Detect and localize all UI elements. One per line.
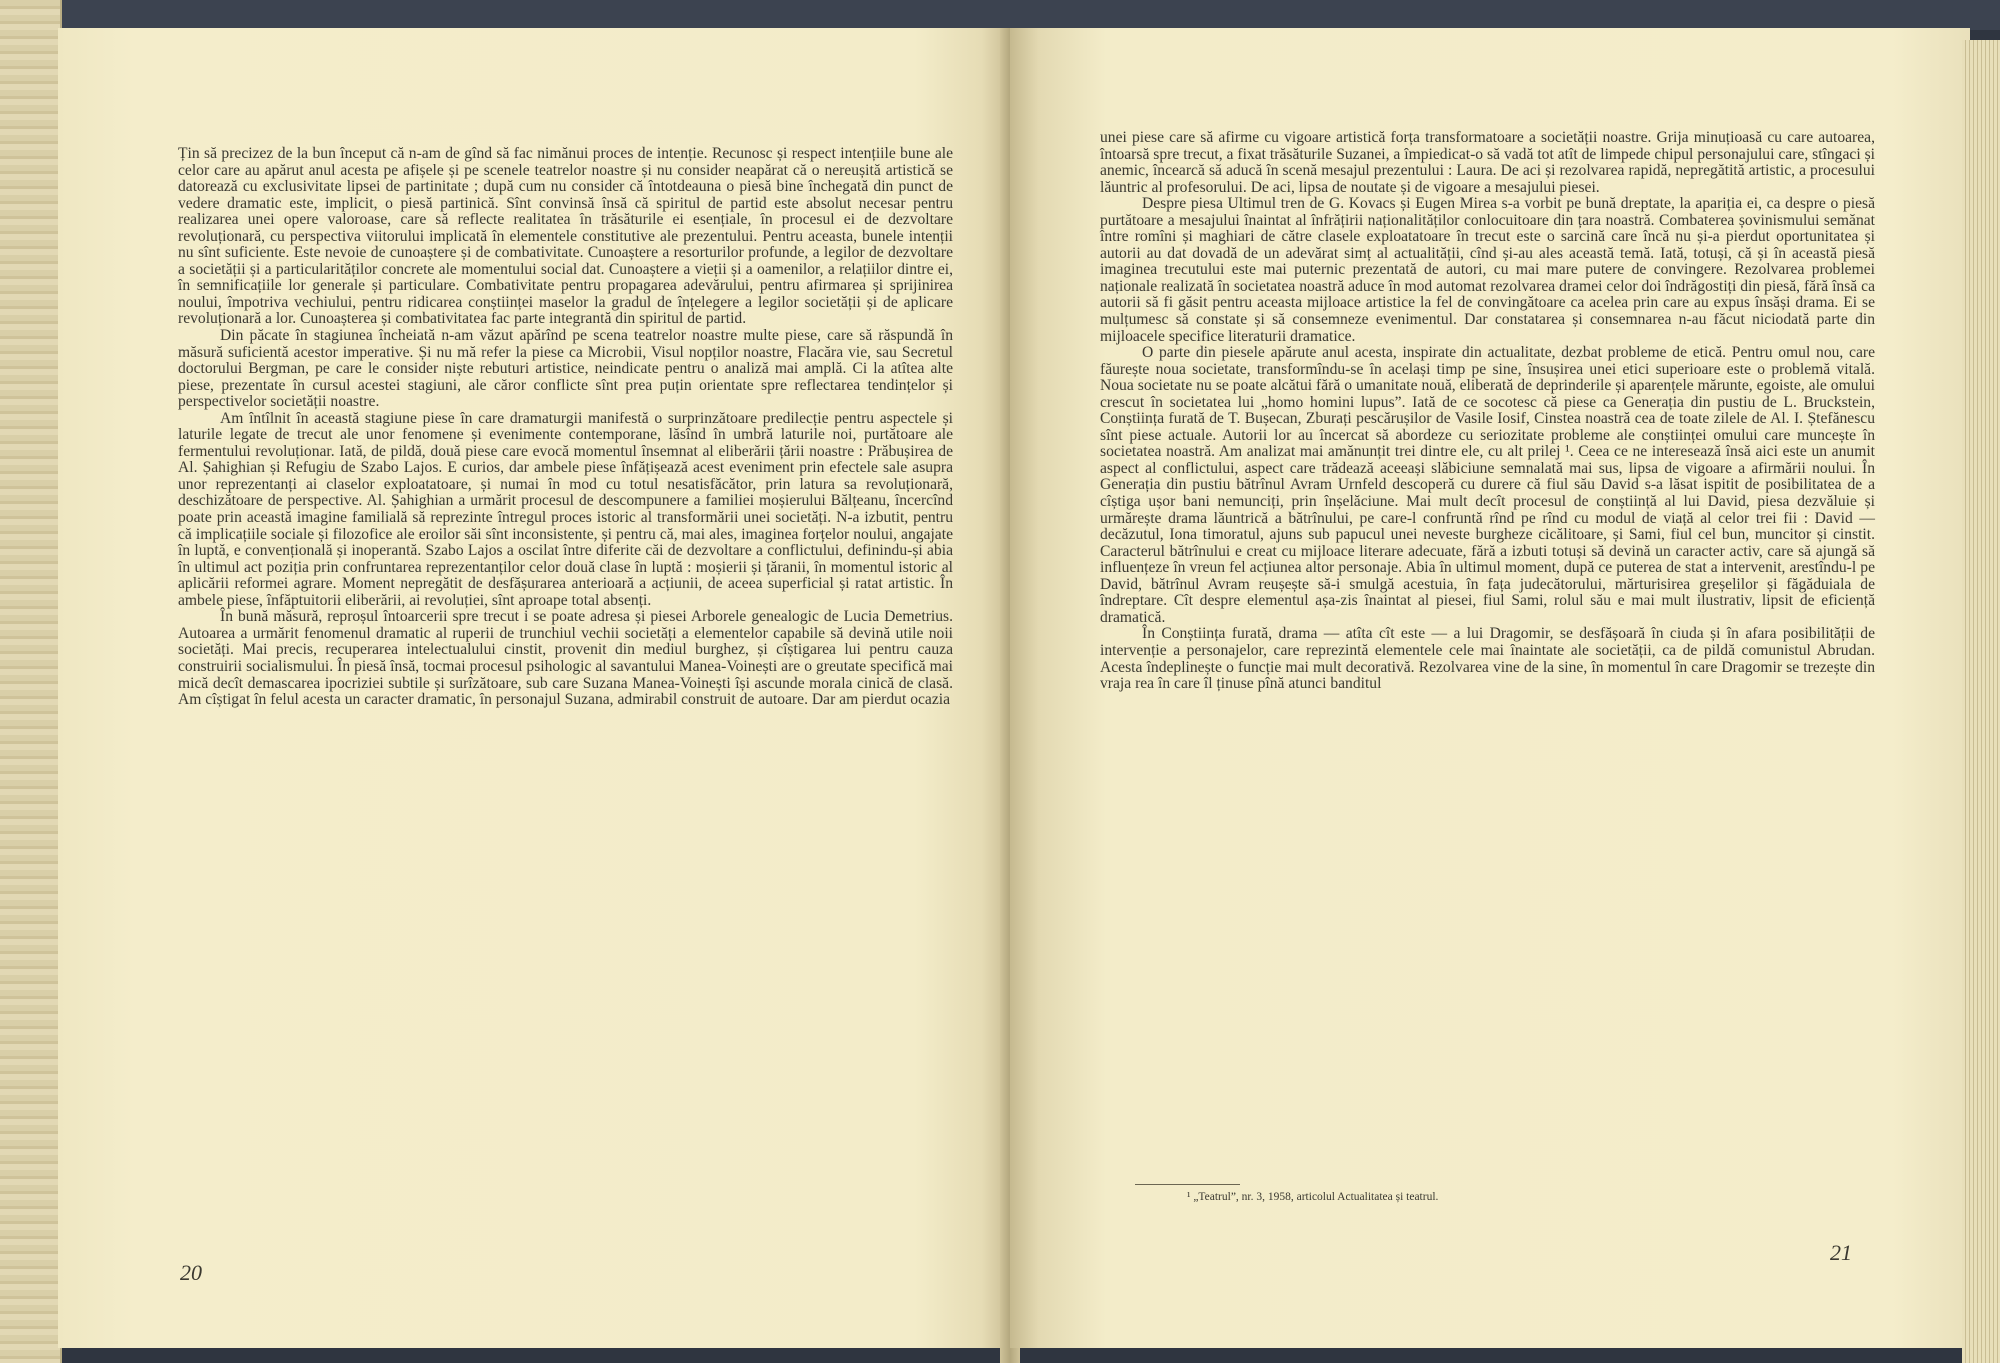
paragraph: O parte din piesele apărute anul acesta, inspirate din actualitate, dezbat probleme de etică. Pentru omul nou, care făurește noua societate, transformîndu-se în același timp pe sine, însușirea unei etici superioare este o problemă vitală. Noua societate nu se poate alcătui fără o umanitate nouă, eliberată de deprinderile și aparențele mărunte, egoiste, ale omului crescut în societatea lui „homo homini lupus”. Iată de ce socotesc că piese ca Generația din pustiu de L. Bruckstein, Conștiința furată de T. Bușecan, Zburați pescărușilor de Vasile Iosif, Cinstea noastră cea de toate zilele de Al. I. Ștefănescu sînt piese actuale. Autorii lor au încercat să abordeze cu seriozitate probleme ale conștiinței omului care muncește în societatea noastră. Am analizat mai amănunțit trei dintre ele, cu alt prilej ¹. Ceea ce ne interesează însă aici este un anumit aspect al conflictului, aspect care trădează aceeași slăbiciune semnalată mai sus, lipsa de vigoare a afirmării noului. În Generația din pustiu bătrînul Avram Urnfeld descoperă cu durere că fiul său David s-a lăsat ispitit de posibilitatea de a cîștiga ușor bani nemunciți, prin înșelăciune. Mai mult decît procesul de conștiință al lui David, piesa dezvăluie și urmărește drama lăuntrică a bătrînului, pe care-l confruntă rînd pe rînd cu modul de viață al celor trei fii : David — decăzutul, Iona timoratul, ajuns sub papucul unei neveste burgheze cicălitoare, și Sami, fiul cel bun, muncitor și cinstit. Caracterul bătrînului e creat cu mijloace literare adecuate, fără a izbuti totuși să devină un caracter activ, care să ajungă să influențeze în vreun fel acțiunea altor personaje. Abia în ultimul moment, după ce puterea de stat a intervenit, arestîndu-l pe David, bătrînul Avram reușește să-i smulgă acestuia, în fața judecătorului, mărturisirea greșelilor și făgăduiala de îndreptare. Cît despre elementul așa-zis înaintat al piesei, fiul Sami, rolul său e mai mult ilustrativ, lipsit de eficiență dramatică.	[1100, 344, 1875, 626]
footnote-rule	[1135, 1184, 1240, 1185]
book-page-edges-right	[1962, 40, 2000, 1363]
paragraph: În Conștiința furată, drama — atîta cît este — a lui Dragomir, se desfășoară în ciuda și în afara posibilității de intervenție a personajelor, care reprezintă elementele cele mai înaintate ale societății, ca de pildă comunistul Abrudan. Acesta îndeplinește o funcție mai mult decorativă. Rezolvarea vine de la sine, în momentul în care Dragomir se trezește din vraja rea în care îl ținuse pînă atunci banditul	[1100, 625, 1875, 693]
left-page	[58, 28, 1010, 1348]
page-number-left: 20	[180, 1260, 202, 1285]
paragraph: Din păcate în stagiunea încheiată n-am văzut apărînd pe scena teatrelor noastre multe piese, care să răspundă în măsură suficientă acestor imperative. Și nu mă refer la piese ca Microbii, Visul nopților noastre, Flacăra vie, sau Secretul doctorului Bergman, pe care le consider niște rebuturi artistice, neindicate pentru o analiză mai amplă. Ci la atîtea alte piese, prezentate în cursul acestei stagiuni, ale căror conflicte sînt prea puțin orientate spre reflectarea tendințelor și perspectivelor societății noastre.	[178, 327, 953, 411]
book-cover-top	[60, 0, 2000, 30]
paragraph: Despre piesa Ultimul tren de G. Kovacs și Eugen Mirea s-a vorbit pe bună dreptate, la apariția ei, ca despre o piesă purtătoare a mesajului înaintat al înfrățirii naționalităților conlocuitoare din țara noastră. Combaterea șovinismului semănat între romîni și maghiari de către clasele exploatatoare în trecut este o sarcină care încă nu și-a pierdut oportunitatea și autorii au dat dovadă de un adevărat simț al actualității, cînd și-au ales această temă. Iată, totuși, că și în această piesă imaginea trecutului este mai puternic prezentată de autori, cu mai mare putere de convingere. Rezolvarea problemei naționale realizată în societatea noastră aduce în mod automat rezolvarea dramei celor doi îndrăgostiți din piesă, fără însă ca autorii să fi găsit pentru aceasta mijloace artistice la fel de convingătoare ca acelea prin care au expus însăși drama. Ei se mulțumesc să constate și să consemneze evenimentul. Dar constatarea și consemnarea n-au făcut niciodată parte din mijloacele specifice literaturii dramatice.	[1100, 195, 1875, 345]
paragraph: Am întîlnit în această stagiune piese în care dramaturgii manifestă o surprinzătoare predilecție pentru aspectele și laturile legate de trecut ale unor fenomene și evenimente contemporane, lăsînd în umbră laturile noi, purtătoare ale fermentului revoluționar. Iată, de pildă, două piese care evocă momentul însemnat al eliberării țării noastre : Prăbușirea de Al. Șahighian și Refugiu de Szabo Lajos. E curios, dar ambele piese înfățișează acest eveniment prin efectele sale asupra unor reprezentanți ai claselor exploatatoare, și numai în mod cu totul nesatisfăcător, prin latura sa revoluționară, deschizătoare de perspective. Al. Șahighian a urmărit procesul de descompunere a familiei moșierului Bălțeanu, încercînd poate prin această imagine familială să reprezinte întregul proces istoric al transformării unei societăți. N-a izbutit, pentru că implicațiile sociale și filozofice ale eroilor săi sînt inconsistente, și pentru că, mai ales, imaginea forțelor noului, angajate în luptă, e convențională și inoperantă. Szabo Lajos a oscilat între diferite căi de dezvoltare a conflictului, definindu-și abia în ultimul act poziția prin confruntarea reprezentanților celor două clase în luptă : moșierii și țăranii, în momentul istoric al aplicării reformei agrare. Moment nepregătit de desfășurarea anterioară a acțiunii, de aceea superficial și ratat artistic. În ambele piese, înfăptuitorii eliberării, ai revoluției, sînt aproape total absenți.	[178, 409, 953, 609]
left-page-text	[178, 146, 953, 709]
book-page-edges-left	[0, 0, 62, 1363]
paragraph: unei piese care să afirme cu vigoare artistică forța transformatoare a societății noastre. Grija minuțioasă cu care autoarea, întoarsă spre trecut, a fixat trăsăturile Suzanei, a împiedicat-o să vadă tot atît de limpede chipul personajului care, stîngaci și anemic, încearcă să aducă în scenă mesajul prezentului : Laura. De aci și rezolvarea rapidă, nepregătită artistic, a procesului lăuntric al profesorului. De aci, lipsa de noutate și de vigoare a mesajului piesei.	[1100, 129, 1875, 196]
page-number-right: 21	[1830, 1240, 1852, 1265]
right-page-text	[1100, 130, 1875, 693]
footnote: ¹ „Teatrul”, nr. 3, 1958, articolul Actualitatea și teatrul.	[1187, 1191, 1439, 1203]
paragraph: Țin să precizez de la bun început că n-am de gînd să fac nimănui proces de intenție. Recunosc și respect intențiile bune ale celor care au apărut anul acesta pe afișele și pe scenele teatrelor noastre și nu consider neapărat că o nereușită artistică se datorează cu exclusivitate lipsei de partinitate ; după cum nu consider că întotdeauna o piesă bine închegată din punct de vedere dramatic este, implicit, o piesă partinică. Sînt convinsă însă că spiritul de partid este absolut necesar pentru realizarea unei opere valoroase, care să reflecte realitatea în trăsăturile ei esențiale, în procesul ei de dezvoltare revoluționară, cu perspectiva viitorului implicată în elementele constitutive ale prezentului. Pentru aceasta, bunele intenții nu sînt suficiente. Este nevoie de cunoaștere și de combativitate. Cunoaștere a resorturilor profunde, a legilor de dezvoltare a societății și a particularităților concrete ale momentului social dat. Cunoaștere a vieții și a oamenilor, a relațiilor dintre ei, în semnificațiile lor generale și particulare. Combativitate pentru propagarea adevărului, pentru afirmarea și sprijinirea noului, împotriva vechiului, pentru ridicarea conștiinței maselor la gradul de înțelegere a legilor societății și de aplicare revoluționară a lor. Cunoașterea și combativitatea fac parte integrantă din spiritul de partid.	[178, 145, 953, 328]
paragraph: În bună măsură, reproșul întoarcerii spre trecut i se poate adresa și piesei Arborele genealogic de Lucia Demetrius. Autoarea a urmărit fenomenul dramatic al ruperii de trunchiul vechii societăți a elementelor capabile să devină utile noii societăți. Mai precis, recuperarea intelectualului cinstit, provenit din mediul burghez, și cîștigarea lui pentru cauza construirii socialismului. În piesă însă, tocmai procesul psihologic al savantului Manea-Voinești are o greutate specifică mai mică decît demascarea ipocriziei subtile și surîzătoare, sub care Suzana Manea-Voinești își ascunde morala cinică de clasă. Am cîștigat în felul acesta un caracter dramatic, în personajul Suzana, admirabil construit de autoare. Dar am pierdut ocazia	[178, 608, 953, 709]
right-page	[1010, 28, 1970, 1348]
